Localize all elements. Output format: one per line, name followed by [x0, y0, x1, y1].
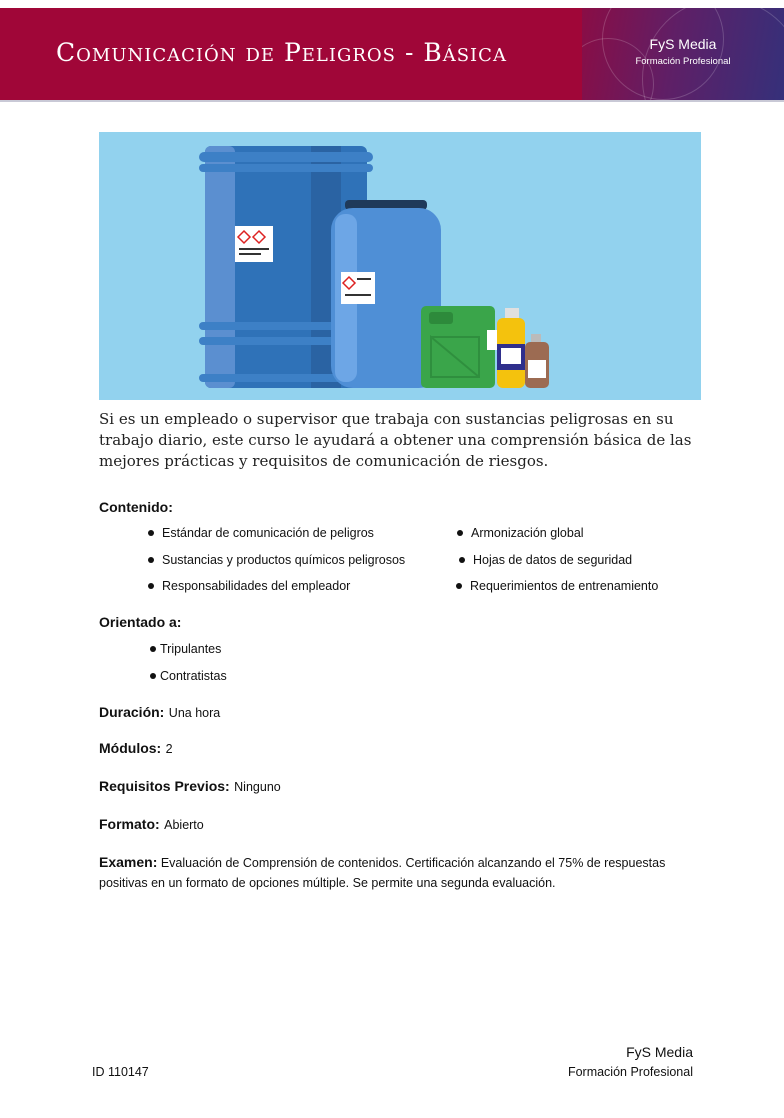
brand-name: FyS Media	[649, 36, 717, 52]
bullet-icon	[150, 673, 156, 679]
duracion-row: Duración: Una hora	[99, 704, 221, 720]
requisitos-row: Requisitos Previos: Ninguno	[99, 778, 281, 794]
contenido-item: Requerimientos de entrenamiento	[456, 579, 658, 593]
bullet-icon	[459, 557, 465, 563]
footer-subtitle: Formación Profesional	[567, 1065, 693, 1079]
orientado-heading: Orientado a:	[99, 614, 182, 630]
document-id: ID 110147	[92, 1065, 149, 1079]
modulos-row: Módulos: 2	[99, 740, 173, 756]
contenido-heading: Contenido:	[99, 499, 173, 515]
page-header	[0, 8, 784, 100]
examen-row: Examen: Evaluación de Comprensión de contenidos. Certificación alcanzando el 75% de respuestas positivas en un formato de opciones múltiple. Se permite una segunda evaluación.	[99, 854, 666, 890]
contenido-item: Estándar de comunicación de peligros	[148, 526, 374, 540]
bullet-icon	[456, 583, 462, 589]
page-title: Comunicación de Peligros - Básica	[56, 38, 507, 67]
footer-brand: FyS Media	[626, 1044, 693, 1060]
bullet-icon	[148, 583, 154, 589]
contenido-item: Responsabilidades del empleador	[148, 579, 350, 593]
contenido-item: Sustancias y productos químicos peligrosos	[148, 553, 405, 567]
bullet-icon	[148, 557, 154, 563]
orientado-item: Tripulantes	[150, 642, 221, 656]
contenido-item: Armonización global	[457, 526, 584, 540]
bullet-icon	[457, 530, 463, 536]
intro-paragraph: Si es un empleado o supervisor que trabaja con sustancias peligrosas en su trabajo diario, este curso le ayudará a obtener una comprensión básica de las mejores prácticas y requisitos de comunicación de riesgos.	[99, 410, 692, 470]
contenido-item: Hojas de datos de seguridad	[459, 553, 632, 567]
header-divider	[0, 100, 784, 102]
formato-row: Formato: Abierto	[99, 816, 204, 832]
orientado-item: Contratistas	[150, 669, 227, 683]
hero-image	[99, 132, 701, 400]
brand-box	[582, 8, 784, 100]
chemical-containers-illustration	[99, 132, 701, 400]
hazard-label	[235, 226, 273, 262]
bullet-icon	[150, 646, 156, 652]
hazard-label	[341, 272, 375, 304]
bullet-icon	[148, 530, 154, 536]
brand-subtitle: Formación Profesional	[635, 56, 731, 67]
